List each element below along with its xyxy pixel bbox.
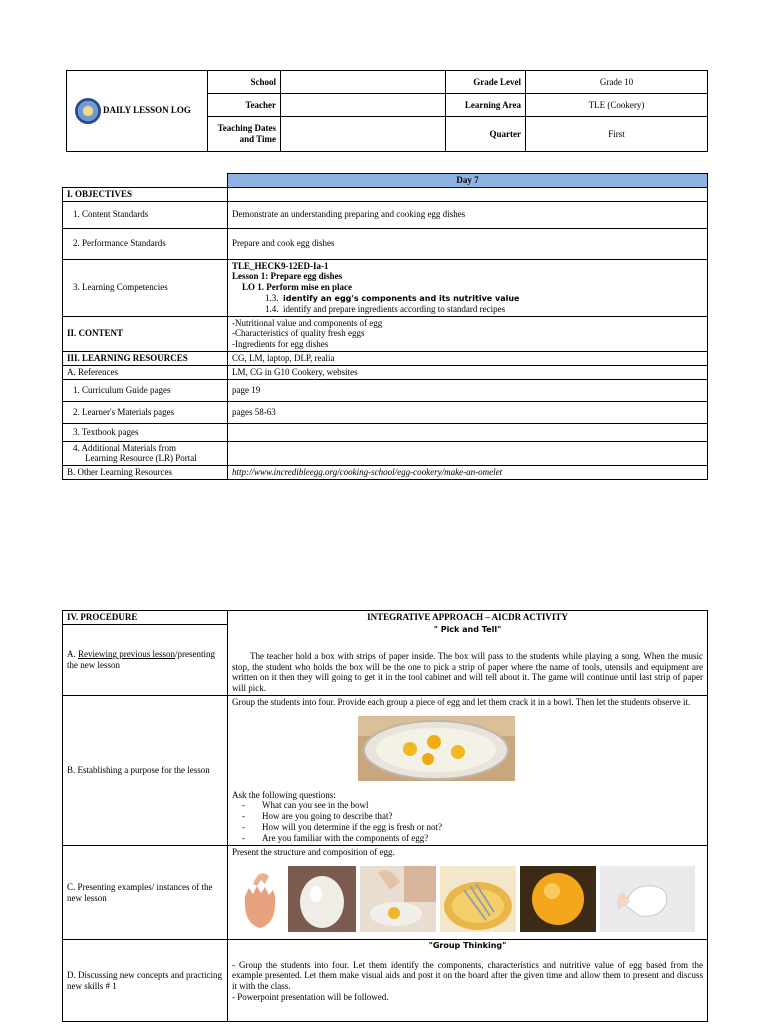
content-line: -Ingredients for egg dishes [232,339,329,350]
questions-intro: Ask the following questions: [232,789,336,800]
competency-item-1 [232,293,703,304]
competency-item-1-num: 1.3. [265,292,279,303]
references-label: A. References [63,365,228,379]
procedure-b-text: Group the students into four. Provide each group a piece of egg and let them crack it in a bowl. Then let the students observe it. [232,697,691,708]
procedure-c-text: Present the structure and composition of egg. [232,847,395,858]
competency-item-1-text: identify an egg's components and its nutritive value [283,293,520,303]
competency-item-2-num: 1.4. [265,303,279,314]
egg-yolk-image [520,866,596,932]
objectives-title: I. OBJECTIVES [63,187,228,201]
quarter-value: First [526,117,708,152]
procedure-d-content [228,940,708,1022]
lm-label: 2. Learner's Materials pages [63,401,228,423]
other-resources-label: B. Other Learning Resources [63,466,228,480]
content-standards-value: Demonstrate an understanding preparing and cooking egg dishes [228,201,708,228]
question-item: - Are you familiar with the components of egg? [246,833,703,844]
dates-value [281,117,446,152]
peeled-egg-image [288,866,356,932]
competencies-value [228,259,708,316]
procedure-d-label: D. Discussing new concepts and practicing new skills # 1 [63,940,228,1022]
learning-outcome: LO 1. Perform mise en place [242,282,352,293]
content-line: -Characteristics of quality fresh eggs [232,328,365,339]
question-item: - How will you determine if the egg is fresh or not? [246,822,703,833]
additional-materials-label [63,441,228,466]
procedure-a-text: The teacher hold a box with strips of paper inside. The box will pass to the students while playing a song. When the music stop, the student who holds the box will be the one to pick a strip of paper where the name of tools, utensils and equipment are written on it then they will going to get it in the tool cabinet and will tell about it. The game will continue until last strip of paper will pick. [232,650,703,694]
curriculum-label: 1. Curriculum Guide pages [63,379,228,401]
title-cell [67,71,208,152]
eggshell-membrane-image [600,866,695,932]
header-table [66,70,708,152]
procedure-table [62,610,708,1022]
performance-standards-value: Prepare and cook egg dishes [228,228,708,259]
textbook-value [228,423,708,441]
other-resources-link[interactable]: http://www.incredibleegg.org/cooking-school/egg-cookery/make-an-omelet [228,466,708,480]
school-value [281,71,446,94]
competencies-label: 3. Learning Competencies [63,259,228,316]
procedure-b-content [228,696,708,846]
content-title: II. CONTENT [63,316,228,351]
curriculum-value: page 19 [228,379,708,401]
school-label: School [208,71,281,94]
activity-d-title: "Group Thinking" [428,941,507,951]
document-title: DAILY LESSON LOG [103,105,191,116]
egg-images-row [232,866,703,932]
procedure-a-label-rest: /presenting the new lesson [67,649,215,670]
grade-value: Grade 10 [526,71,708,94]
references-value: LM, CG in G10 Cookery, websites [228,365,708,379]
competency-item-2 [232,304,703,315]
additional-label-line-2: Learning Resource (LR) Portal [85,453,197,464]
competency-item-2-text: identify and prepare ingredients according to standard recipes [283,303,506,314]
approach-title: INTEGRATIVE APPROACH – AICDR ACTIVITY [228,611,708,625]
day-heading: Day 7 [228,174,708,188]
content-standards-label: 1. Content Standards [63,201,228,228]
area-label: Learning Area [446,94,526,117]
content-list [228,316,708,351]
questions-list [232,800,703,843]
procedure-title: IV. PROCEDURE [63,611,228,625]
teacher-label: Teacher [208,94,281,117]
objectives-table [62,173,708,480]
procedure-c-label: C. Presenting examples/ instances of the new lesson [63,846,228,940]
question-item: - How are you going to describe that? [246,811,703,822]
egg-bowl-image-wrap [232,708,703,790]
procedure-a-content [228,624,708,695]
resources-title: III. LEARNING RESOURCES [63,351,228,365]
whisking-image [440,866,516,932]
egg-bowl-image [358,716,515,781]
additional-label-line-1: 4. Additional Materials from [73,442,176,453]
lm-value: pages 58-63 [228,401,708,423]
grade-label: Grade Level [446,71,526,94]
procedure-c-content [228,846,708,940]
competency-code: TLE_HECK9-12ED-Ia-1 [232,260,329,271]
question-item: - What can you see in the bowl [246,800,703,811]
quarter-label: Quarter [446,117,526,152]
lesson-title: Lesson 1: Prepare egg dishes [232,271,343,282]
teacher-value [281,94,446,117]
area-value: TLE (Cookery) [526,94,708,117]
procedure-b-label: B. Establishing a purpose for the lesson [63,696,228,846]
performance-standards-label: 2. Performance Standards [63,228,228,259]
deped-seal-icon [75,98,101,124]
procedure-a-label-underlined: Reviewing previous lesson [78,649,175,660]
textbook-label: 3. Textbook pages [63,423,228,441]
content-line: -Nutritional value and components of egg [232,317,383,328]
activity-a-title: " Pick and Tell" [433,625,502,635]
resources-value: CG, LM, laptop, DLP, realia [228,351,708,365]
procedure-d-text-1: - Group the students into four. Let them identify the components, characteristics and nutritive value of egg based from the example presented. Let them make visual aids and post it on the board after the given time and allow them to present and discuss it with the class. [232,959,703,992]
procedure-d-text-2: - Powerpoint presentation will be followed. [232,992,389,1003]
cracked-shell-image [235,866,284,932]
egg-cracking-image [360,866,436,932]
additional-materials-value [228,441,708,466]
dates-label: Teaching Dates and Time [208,117,281,152]
procedure-a-label [63,624,228,695]
procedure-a-prefix: A. [67,649,78,660]
